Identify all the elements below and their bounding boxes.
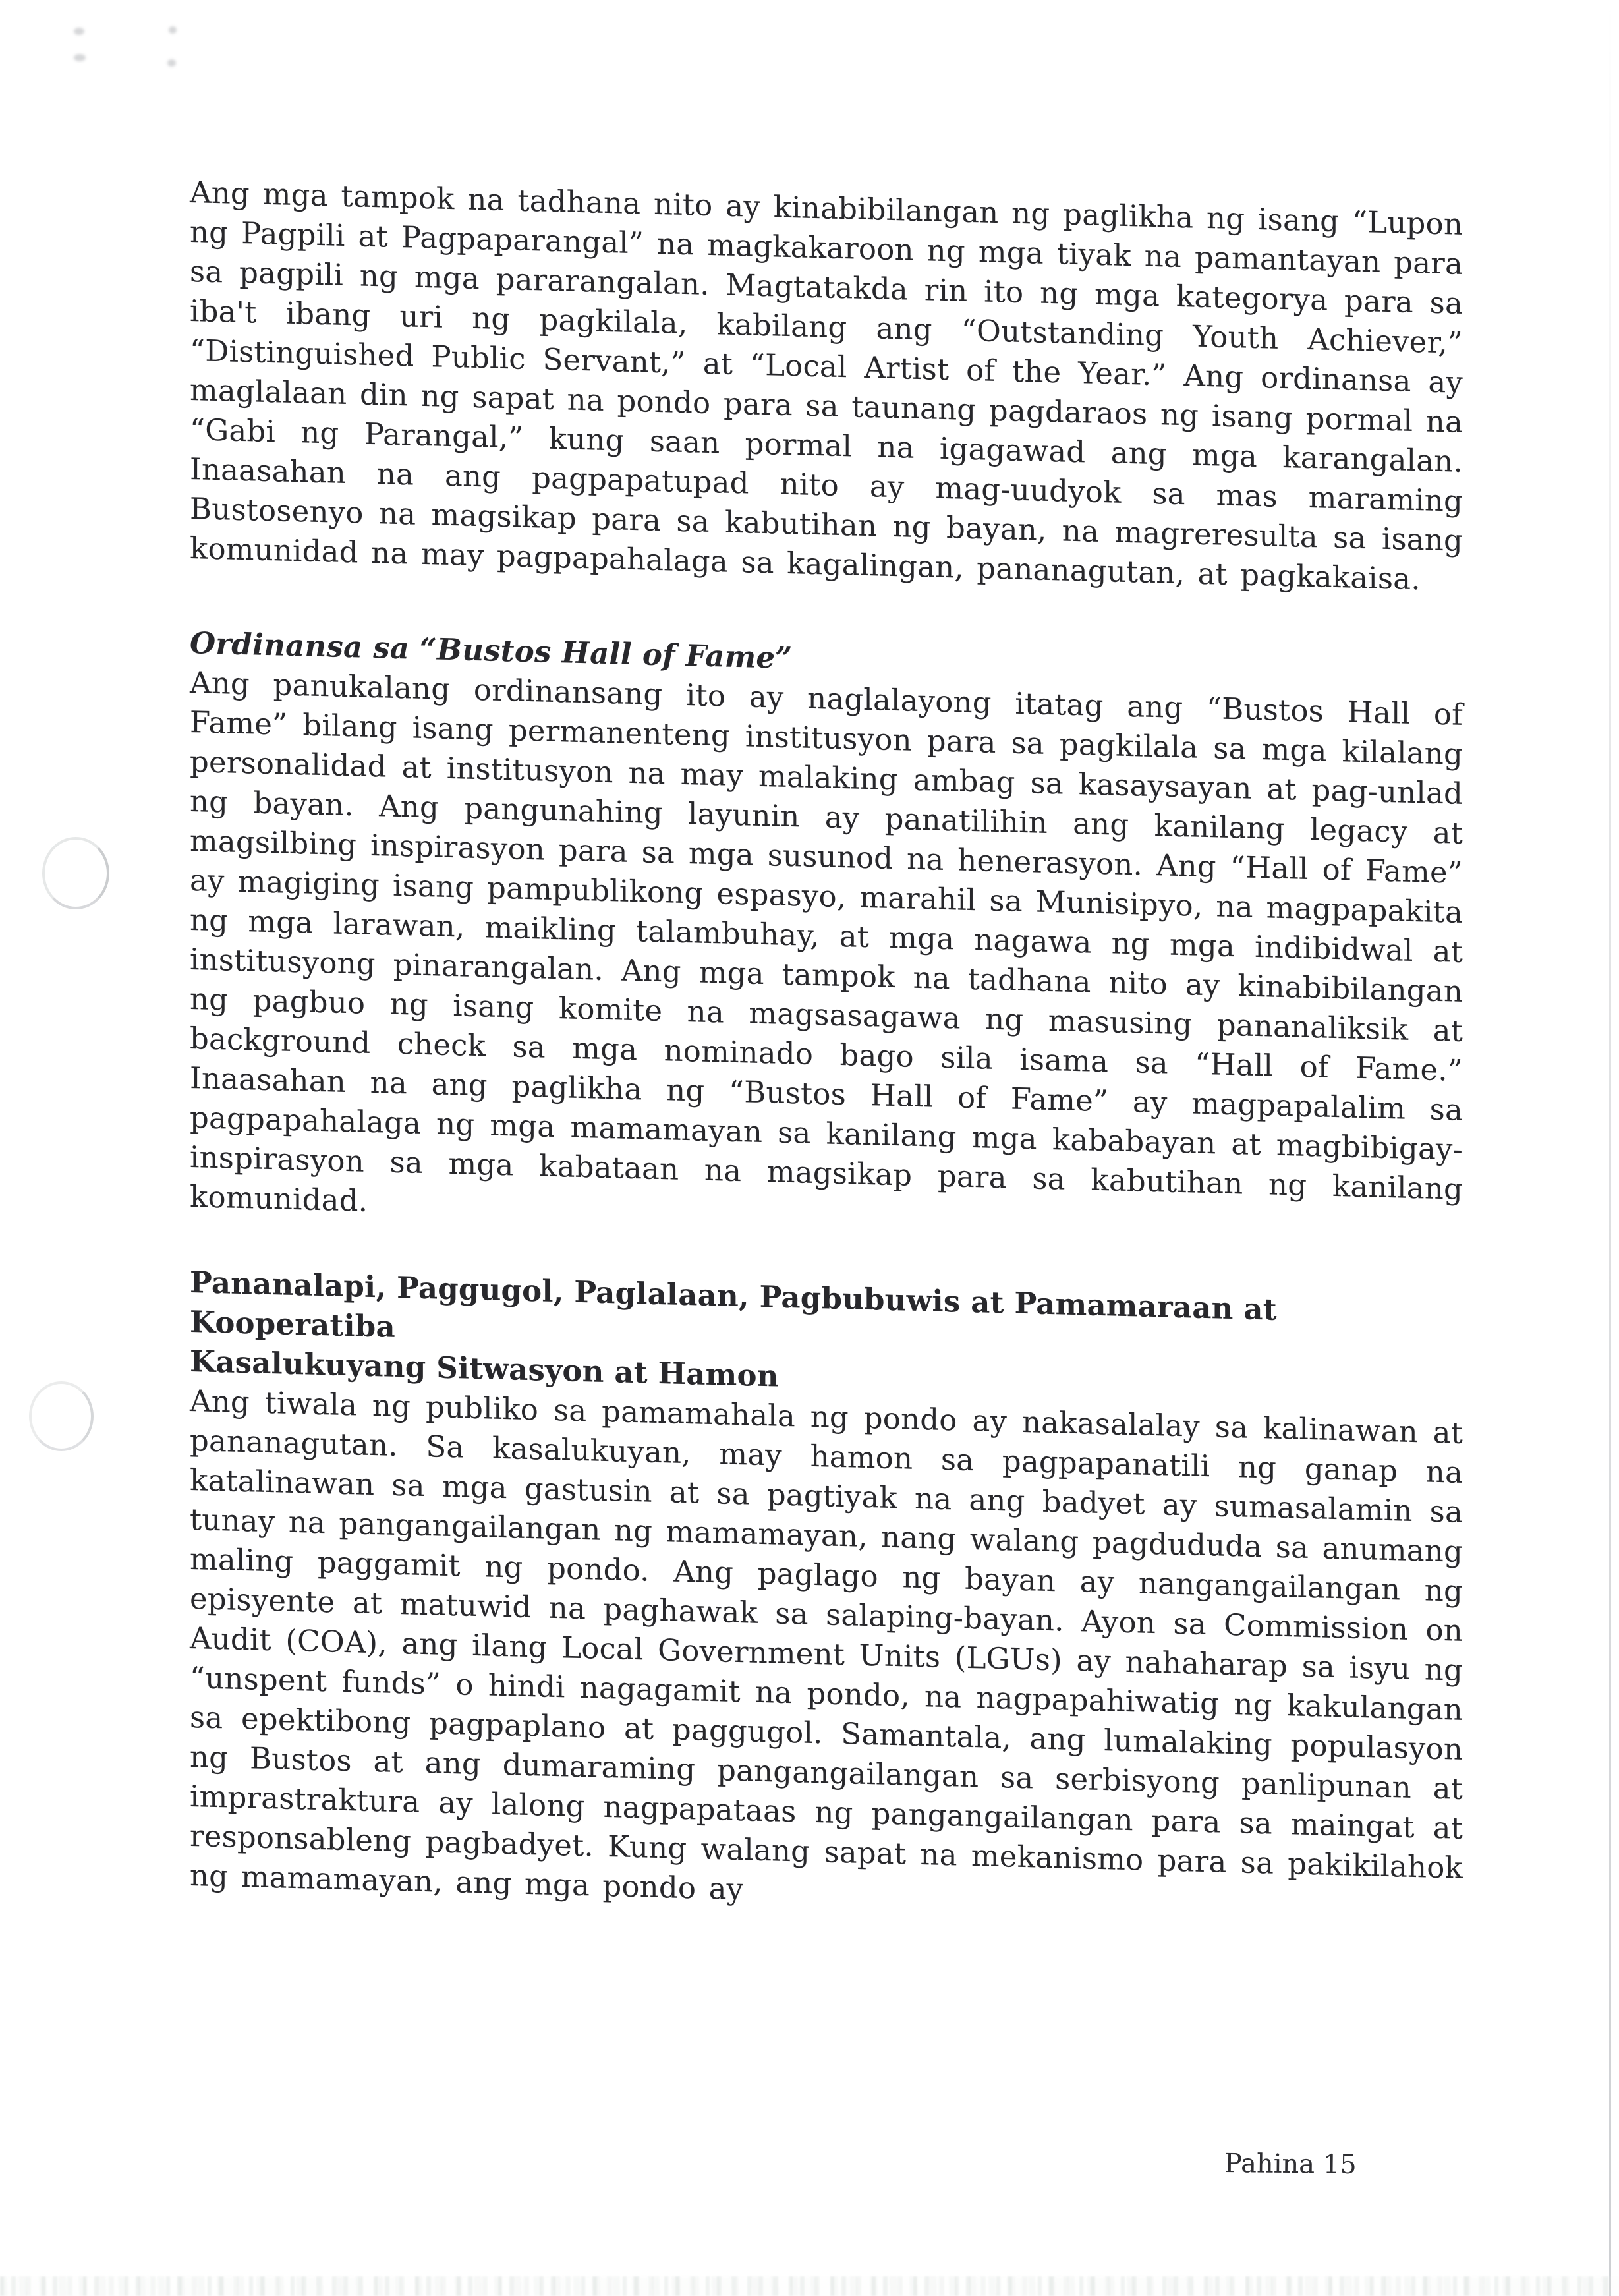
paragraph-awards-ordinance: Ang mga tampok na tadhana nito ay kinabibilangan ng paglikha ng isang “Lupon ng Pagpili at Pagpaparangal” na magkakaroon ng mga tiyak na pamantayan para sa pagpili ng mga pararangalan. Magtatakda rin ito ng mga kategorya para sa iba't ibang uri ng pagkilala, kabilang ang “Outstanding Youth Achiever,” “Distinguished Public Servant,” at “Local Artist of the Year.” Ang ordinansa ay maglalaan din ng sapat na pondo para sa taunang pagdaraos ng isang pormal na “Gabi ng Parangal,” kung saan pormal na igagawad ang mga karangalan. Inaasahan na ang pagpapatupad nito ay mag-uudyok sa mas maraming Bustosenyo na magsikap para sa kabutihan ng bayan, na magreresulta sa isang komunidad na may pagpapahalaga sa kagalingan, pananagutan, at pagkakaisa. <box>190 175 1463 597</box>
page-number: Pahina 15 <box>1224 2148 1357 2181</box>
scan-edge-shadow <box>1609 0 1611 2296</box>
scan-smudge <box>74 28 84 35</box>
heading-finance-section: Pananalapi, Paggugol, Paglalaan, Pagbubuwis at Pamamaraan at Kooperatiba <box>190 1265 1277 1344</box>
paragraph-hall-of-fame: Ang panukalang ordinansang ito ay naglalayong itatag ang “Bustos Hall of Fame” bilang isang permanenteng institusyon para sa pagkilala sa mga kilalang personalidad at institusyon na may malaking ambag sa kasaysayan at pag-unlad ng bayan. Ang pangunahing layunin ay panatilihin ang kanilang legacy at magsilbing inspirasyon para sa mga susunod na henerasyon. Ang “Hall of Fame” ay magiging isang pampublikong espasyo, marahil sa Munisipyo, na magpapakita ng mga larawan, maikling talambuhay, at mga nagawa ng mga indibidwal at institusyong pinarangalan. Ang mga tampok na tadhana nito ay kinabibilangan ng pagbuo ng isang komite na magsasagawa ng masusing pananaliksik at background check sa mga nominado bago sila isama sa “Hall of Fame.” Inaasahan na ang paglikha ng “Bustos Hall of Fame” ay magpapalalim sa pagpapahalaga ng mga mamamayan sa kanilang mga kababayan at magbibigay-inspirasyon sa mga kabataan na magsikap para sa kabutihan ng kanilang komunidad. <box>190 665 1463 1219</box>
scan-smudge <box>74 54 86 61</box>
paragraph-public-funds: Ang tiwala ng publiko sa pamamahala ng pondo ay nakasalalay sa kalinawan at pananagutan. Sa kasalukuyan, may hamon sa pagpapanatili ng ganap na katalinawan sa mga gastusin at sa pagtiyak na ang badyet ay sumasalamin sa tunay na pangangailangan ng mamamayan, nang walang pagdududa sa anumang maling paggamit ng pondo. Ang paglago ng bayan ay nangangailangan ng episyente at matuwid na paghawak sa salaping-bayan. Ayon sa Commission on Audit (COA), ang ilang Local Government Units (LGUs) ay nahaharap sa isyu ng “unspent funds” o hindi nagagamit na pondo, na nagpapahiwatig ng kakulangan sa epektibong pagpaplano at paggugol. Samantala, ang lumalaking populasyon ng Bustos at ang dumaraming pangangailangan sa serbisyong panlipunan at imprastraktura ay lalong nagpapataas ng pangangailangan para sa maingat at responsableng pagbadyet. Kung walang sapat na mekanismo para sa pakikilahok ng mamamayan, ang mga pondo ay <box>190 1383 1463 1907</box>
punch-hole-artifact <box>42 837 109 909</box>
heading-hall-of-fame-ordinance: Ordinansa sa “Bustos Hall of Fame” <box>190 625 793 676</box>
scan-smudge <box>167 59 176 67</box>
scan-noise-band <box>0 2276 1619 2296</box>
heading-current-situation: Kasalukuyang Sitwasyon at Hamon <box>190 1344 779 1394</box>
text-block <box>190 173 1463 1928</box>
scan-smudge <box>169 26 177 34</box>
punch-hole-artifact <box>29 1381 94 1451</box>
